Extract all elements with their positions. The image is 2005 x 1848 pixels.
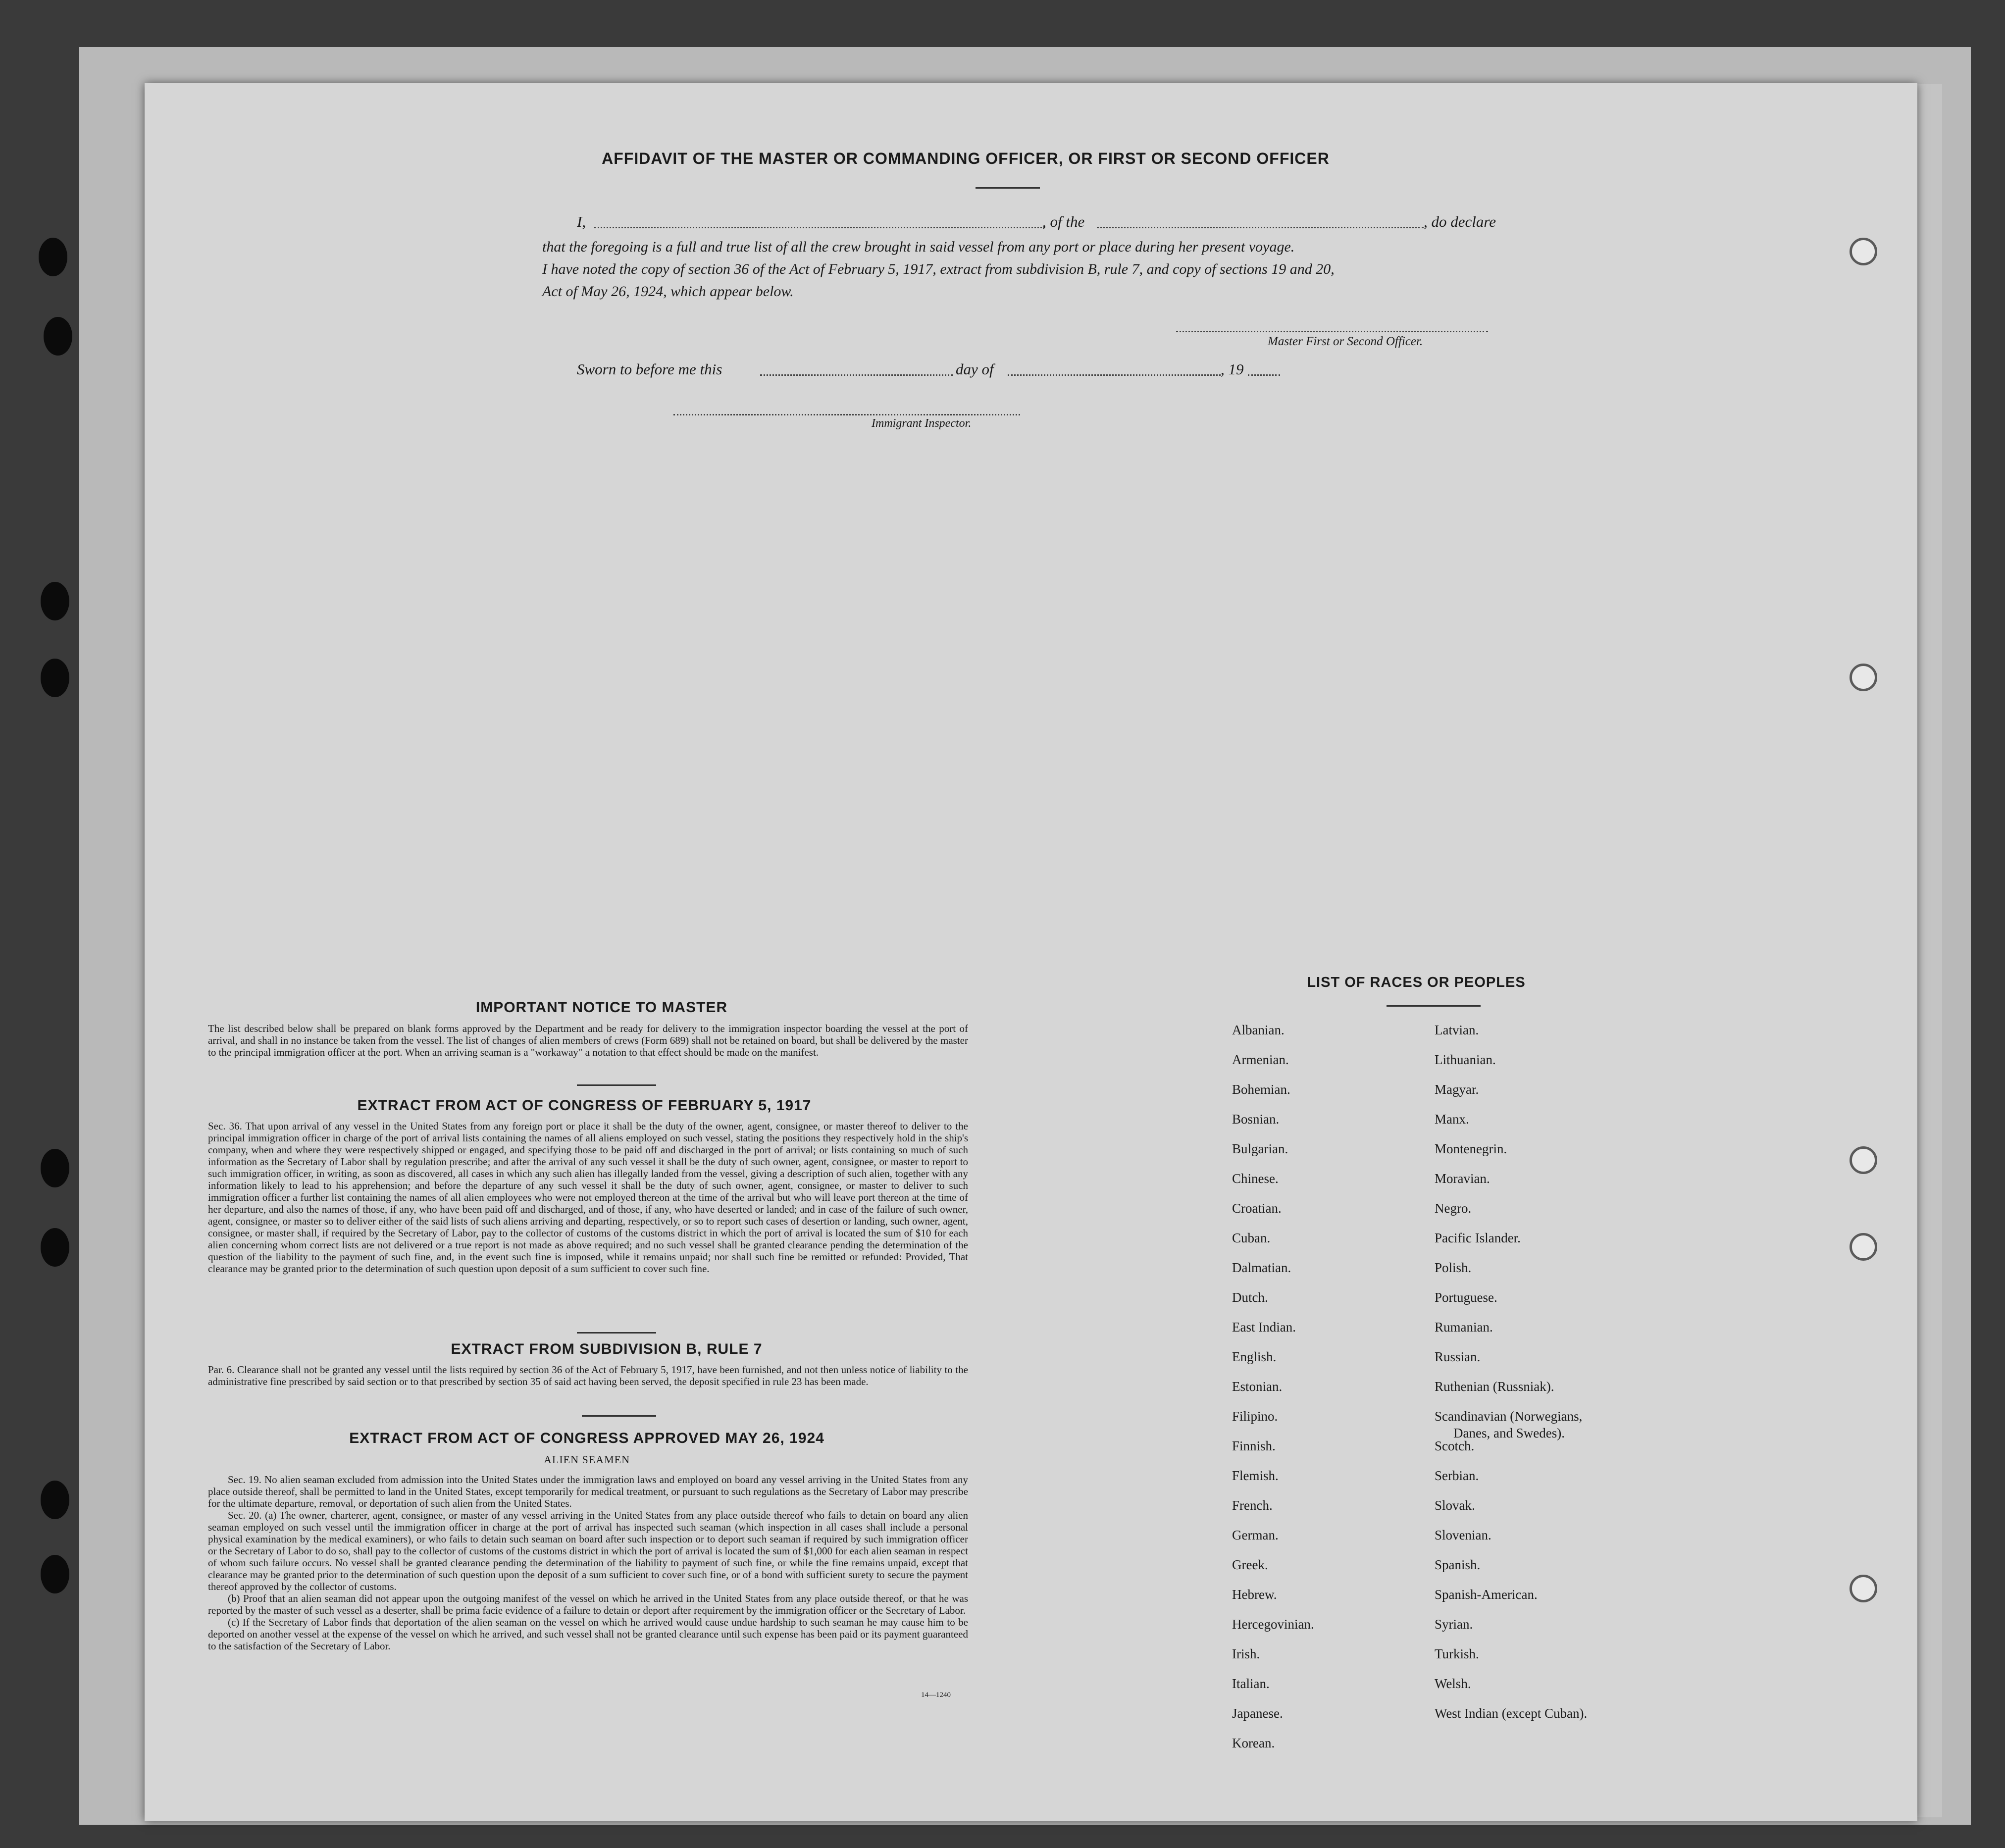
race-item: Albanian. [1232, 1023, 1285, 1037]
binder-hole [41, 1228, 69, 1267]
extract-1917-text: Sec. 36. That upon arrival of any vessel in the United States from any foreign port or place it shall be the duty of the owner, agent, consignee, or master thereof to deliver to the principal immigration officer in charge of the port of arrival lists containing the names of all aliens employed on such vessel, stating the positions they respectively hold in the ship's company, when and where they were respectively shipped or engaged, and specifying those to be paid off and discharged in the port of arrival; or lists containing so much of such information as the Secretary of Labor shall by regulation prescribe; and after the arrival of any such vessel it shall be the duty of such owner, agent, consignee, or master to report to such immigration officer, in writing, as soon as discovered, all cases in which any such alien has illegally landed from the vessel, giving a description of such alien, together with any information likely to lead to his apprehension; and before the departure of any such vessel it shall be the duty of such owner, agent, consignee, or master to deliver to such immigration officer a further list containing the names of all alien employees who were not employed thereon at the time of the arrival but who will leave port thereon at the time of her departure, and also the names of those, if any, who have been paid off and discharged, and of those, if any, who have deserted or landed; and in case of the failure of such owner, agent, consignee, or master so to deliver either of the said lists of such aliens arriving and departing, respectively, or so to report such cases of desertion or landing, such owner, agent, consignee, or master shall, if required by the Secretary of Labor, pay to the collector of customs of the customs district in which the port of arrival is located the sum of $10 for each alien concerning whom correct lists are not delivered or a true report is not made as above required; and no such vessel shall be granted clearance pending the determination of the question of the liability to the payment of such fine, and, in the event such fine is imposed, while it remains unpaid; nor shall such fine be remitted or refunded: Provided, That clearance may be granted prior to the determination of such question upon deposit of a sum sufficient to cover such fine. [208, 1120, 968, 1275]
signer-label: Master First or Second Officer. [1268, 335, 1423, 348]
race-item: Manx. [1435, 1112, 1469, 1127]
race-item: Ruthenian (Russniak). [1435, 1379, 1554, 1394]
race-item: Bosnian. [1232, 1112, 1280, 1127]
race-item: Armenian. [1232, 1052, 1289, 1067]
year-label: , 19 [1221, 360, 1244, 378]
race-item: Cuban. [1232, 1231, 1271, 1245]
notice-title: IMPORTANT NOTICE TO MASTER [475, 999, 728, 1016]
divider [577, 1084, 656, 1086]
race-item: Filipino. [1232, 1409, 1278, 1424]
affidavit-title: AFFIDAVIT OF THE MASTER OR COMMANDING OFFICER, OR FIRST OR SECOND OFFICER [602, 150, 1330, 167]
extract-1917-title: EXTRACT FROM ACT OF CONGRESS OF FEBRUARY 5, 1917 [357, 1097, 812, 1114]
sec-20a-text: Sec. 20. (a) The owner, charterer, agent, consignee, or master of any vessel arriving in the United States from any place outside thereof who fails to detain on board any alien seaman employed on such vessel until the immigration officer in charge at the port of arrival has inspected such seaman (which inspection in all cases shall include a personal physical examination by the medical examiners), or who fails to detain such seaman on board after such inspection or to deport such seaman if required by such immigration officer or the Secretary of Labor to do so, shall pay to the collector of customs of the customs district in which the port of arrival is located the sum of $1,000 for each alien seaman in respect of whom such failure occurs. No vessel shall be granted clearance pending the determination of the liability to payment of such fine, or while the fine remains unpaid, except that clearance may be granted prior to the determination of such question upon the deposit of a sum sufficient to cover such fine, or of a bond with sufficient surety to secure the payment thereof approved by the collector of customs. [208, 1509, 968, 1592]
subdivision-text: Par. 6. Clearance shall not be granted any vessel until the lists required by section 36 of the Act of February 5, 1917, have been furnished, and not then unless notice of liability to the administrative fine prescribed by said section or to that prescribed by section 35 of said act having been served, the deposit specified in rule 23 has been made. [208, 1364, 968, 1387]
binder-hole [39, 238, 67, 276]
race-item: Irish. [1232, 1646, 1260, 1661]
affidavit-declare: , do declare [1424, 213, 1496, 230]
divider [1387, 1005, 1481, 1007]
year-blank[interactable] [1248, 374, 1280, 376]
race-item: Spanish-American. [1435, 1587, 1538, 1602]
affidavit-line-3: I have noted the copy of section 36 of the Act of February 5, 1917, extract from subdivision B, rule 7, and copy of sections 19 and 20, [542, 261, 1335, 277]
race-item: Dalmatian. [1232, 1260, 1291, 1275]
race-item: Hebrew. [1232, 1587, 1277, 1602]
race-item: Italian. [1232, 1676, 1270, 1691]
race-item: French. [1232, 1498, 1273, 1513]
race-item: Spanish. [1435, 1557, 1481, 1572]
sec-20b-text: (b) Proof that an alien seaman did not appear upon the outgoing manifest of the vessel on which he arrived in the United States from any place outside thereof, or that he was reported by the master of such vessel as a deserter, shall be prima facie evidence of a failure to detain or deport after requirement by the immigration officer or the Secretary of Labor. [208, 1592, 968, 1616]
races-title: LIST OF RACES OR PEOPLES [1307, 975, 1526, 990]
race-item: Negro. [1435, 1201, 1472, 1216]
race-item: Bohemian. [1232, 1082, 1290, 1097]
sworn-label: Sworn to before me this [577, 360, 722, 378]
punch-hole [1850, 1575, 1877, 1602]
race-item: Slovak. [1435, 1498, 1475, 1513]
race-item: Hercegovinian. [1232, 1617, 1314, 1632]
inspector-blank[interactable] [673, 414, 1020, 415]
race-item: Danes, and Swedes). [1453, 1426, 1565, 1440]
race-item: Flemish. [1232, 1468, 1279, 1483]
race-item: Russian. [1435, 1349, 1481, 1364]
divider [582, 1415, 656, 1417]
race-item: West Indian (except Cuban). [1435, 1706, 1588, 1721]
signature-blank[interactable] [1176, 331, 1488, 332]
race-item: Rumanian. [1435, 1320, 1493, 1335]
day-of-label: day of [956, 360, 994, 378]
divider [976, 187, 1040, 189]
race-item: Bulgarian. [1232, 1141, 1288, 1156]
race-item: Scandinavian (Norwegians, [1435, 1409, 1583, 1424]
punch-hole [1850, 1146, 1877, 1174]
punch-hole [1850, 238, 1877, 265]
sworn-day-blank[interactable] [760, 374, 953, 376]
race-item: Estonian. [1232, 1379, 1283, 1394]
race-item: Montenegrin. [1435, 1141, 1507, 1156]
divider [577, 1332, 656, 1334]
extract-1924-title: EXTRACT FROM ACT OF CONGRESS APPROVED MAY 26, 1924 [349, 1430, 824, 1446]
notice-text: The list described below shall be prepared on blank forms approved by the Department and be ready for delivery to the immigration inspector boarding the vessel at the port of arrival, and shall in no instance be taken from the vessel. The list of changes of alien members of crews (Form 689) shall not be retained on board, but shall be delivered by the master to the principal immigration officer at the port. When an arriving seaman is a "workaway" a notation to that effect should be made on the manifest. [208, 1023, 968, 1058]
race-item: Dutch. [1232, 1290, 1268, 1305]
race-item: Korean. [1232, 1736, 1275, 1750]
binder-hole [41, 1149, 69, 1187]
race-item: Portuguese. [1435, 1290, 1497, 1305]
race-item: German. [1232, 1528, 1279, 1542]
affidavit-i: I, [577, 213, 586, 230]
race-item: Croatian. [1232, 1201, 1282, 1216]
sworn-month-blank[interactable] [1008, 374, 1221, 376]
inspector-label: Immigrant Inspector. [872, 417, 972, 430]
race-item: Scotch. [1435, 1438, 1475, 1453]
race-item: Serbian. [1435, 1468, 1479, 1483]
binder-hole [41, 582, 69, 620]
race-item: English. [1232, 1349, 1277, 1364]
affidavit-line-4: Act of May 26, 1924, which appear below. [542, 283, 794, 300]
race-item: Welsh. [1435, 1676, 1471, 1691]
race-item: Chinese. [1232, 1171, 1279, 1186]
affidavit-statement [542, 236, 1533, 303]
race-item: Slovenian. [1435, 1528, 1491, 1542]
race-item: Moravian. [1435, 1171, 1490, 1186]
race-item: Greek. [1232, 1557, 1268, 1572]
binder-hole [41, 1555, 69, 1593]
race-item: Pacific Islander. [1435, 1231, 1521, 1245]
race-item: Finnish. [1232, 1438, 1276, 1453]
extract-1924-body [208, 1474, 968, 1652]
affidavit-line-2: that the foregoing is a full and true list of all the crew brought in said vessel from any port or place during her present voyage. [542, 239, 1295, 255]
punch-hole [1850, 1233, 1877, 1261]
sec-19-text: Sec. 19. No alien seaman excluded from admission into the United States under the immigration laws and employed on board any vessel arriving in the United States from any place outside thereof, shall be permitted to land in the United States, except temporarily for medical treatment, or pursuant to such regulations as the Secretary of Labor may prescribe for the ultimate departure, removal, or deportation of such alien from the United States. [208, 1474, 968, 1509]
form-number: 14—1240 [921, 1691, 951, 1699]
race-item: Magyar. [1435, 1082, 1479, 1097]
subdivision-title: EXTRACT FROM SUBDIVISION B, RULE 7 [451, 1341, 763, 1357]
page-edge [1917, 84, 1942, 1817]
race-item: Japanese. [1232, 1706, 1283, 1721]
race-item: Latvian. [1435, 1023, 1479, 1037]
vessel-blank[interactable] [1097, 227, 1424, 228]
sec-20c-text: (c) If the Secretary of Labor finds that deportation of the alien seaman on the vessel on which he arrived would cause undue hardship to such seaman he may cause him to be deported on another vessel at the expense of the vessel on which he arrived, and such vessel shall not be granted clearance until such expense has been paid or its payment guaranteed to the satisfaction of the Secretary of Labor. [208, 1616, 968, 1652]
binder-hole [41, 1481, 69, 1519]
race-item: Syrian. [1435, 1617, 1473, 1632]
race-item: Turkish. [1435, 1646, 1479, 1661]
alien-seamen-subtitle: ALIEN SEAMEN [544, 1453, 630, 1466]
race-item: Lithuanian. [1435, 1052, 1496, 1067]
race-item: Polish. [1435, 1260, 1472, 1275]
binder-hole [41, 659, 69, 697]
affidavit-of-the: , of the [1042, 213, 1085, 230]
binder-hole [44, 317, 72, 356]
punch-hole [1850, 664, 1877, 691]
name-blank[interactable] [594, 227, 1045, 228]
race-item: East Indian. [1232, 1320, 1296, 1335]
